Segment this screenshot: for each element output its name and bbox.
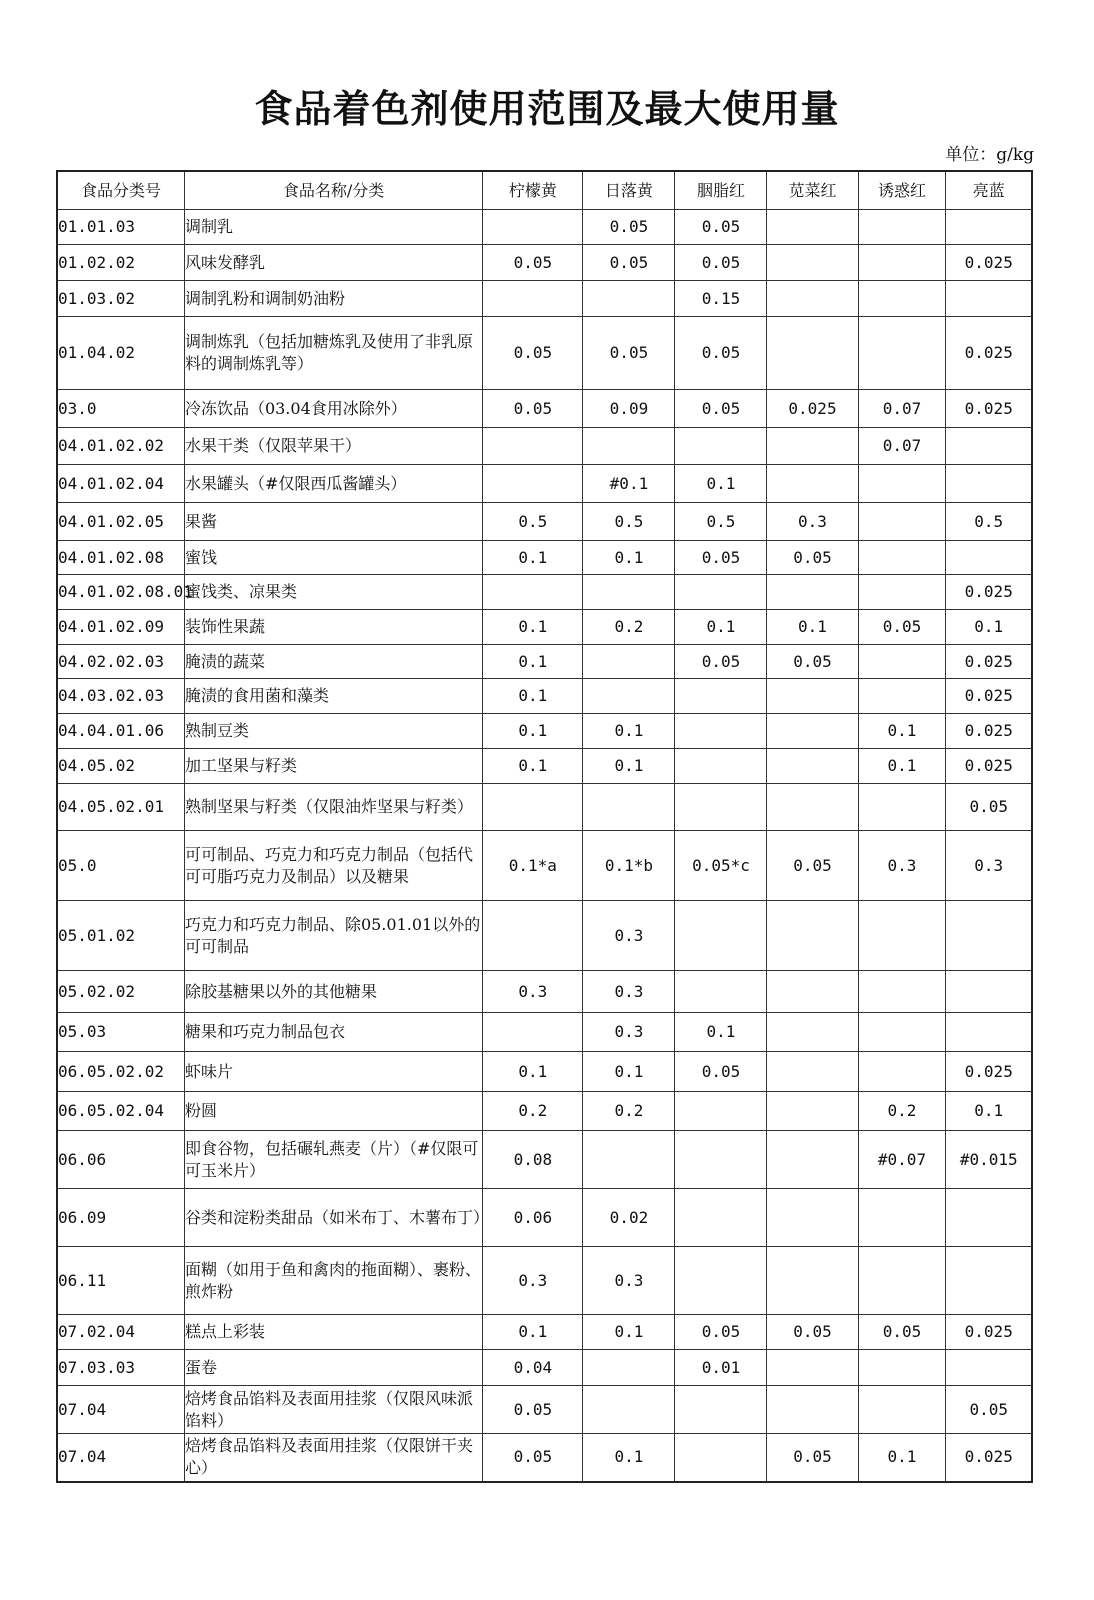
max-usage-cell: 0.5 [675, 503, 767, 541]
food-name-cell: 面糊（如用于鱼和禽肉的拖面糊）、裹粉、煎炸粉 [184, 1247, 482, 1315]
max-usage-cell: 0.05 [675, 541, 767, 575]
food-name-cell: 焙烤食品馅料及表面用挂浆（仅限风味派馅料） [184, 1386, 482, 1434]
max-usage-cell [675, 901, 767, 971]
max-usage-cell: #0.07 [858, 1131, 946, 1189]
food-name-cell: 调制乳粉和调制奶油粉 [184, 281, 482, 317]
category-code-cell: 01.02.02 [57, 245, 184, 281]
max-usage-cell: 0.07 [858, 428, 946, 465]
max-usage-cell [858, 281, 946, 317]
max-usage-cell [946, 541, 1032, 575]
table-row [57, 784, 1032, 831]
header-ponceau: 胭脂红 [675, 171, 767, 210]
table-row [57, 645, 1032, 679]
max-usage-cell: 0.1 [583, 541, 675, 575]
food-name-cell: 焙烤食品馅料及表面用挂浆（仅限饼干夹心） [184, 1434, 482, 1482]
table-row [57, 1434, 1032, 1482]
max-usage-cell [767, 1247, 858, 1315]
max-usage-cell: 0.1 [946, 610, 1032, 645]
category-code-cell: 06.05.02.04 [57, 1092, 184, 1131]
category-code-cell: 01.03.02 [57, 281, 184, 317]
max-usage-cell: 0.05 [483, 390, 583, 428]
food-name-cell: 果酱 [184, 503, 482, 541]
max-usage-cell: 0.05 [583, 210, 675, 245]
max-usage-cell: 0.3 [583, 971, 675, 1013]
max-usage-cell: 0.02 [583, 1189, 675, 1247]
table-row [57, 1131, 1032, 1189]
table-row [57, 465, 1032, 503]
max-usage-cell: 0.05 [675, 390, 767, 428]
food-name-cell: 蛋卷 [184, 1350, 482, 1386]
food-name-cell: 水果罐头（#仅限西瓜酱罐头） [184, 465, 482, 503]
max-usage-cell: 0.05 [483, 245, 583, 281]
page-title: 食品着色剂使用范围及最大使用量 [254, 86, 840, 131]
max-usage-cell [675, 749, 767, 784]
max-usage-cell: 0.01 [675, 1350, 767, 1386]
category-code-cell: 07.04 [57, 1434, 184, 1482]
header-allura-red: 诱惑红 [858, 171, 946, 210]
max-usage-cell [675, 714, 767, 749]
category-code-cell: 05.03 [57, 1013, 184, 1052]
max-usage-cell [483, 901, 583, 971]
max-usage-cell: 0.1 [583, 714, 675, 749]
food-name-cell: 虾味片 [184, 1052, 482, 1092]
max-usage-cell [946, 1189, 1032, 1247]
food-name-cell: 蜜饯类、凉果类 [184, 575, 482, 610]
max-usage-cell: 0.1 [675, 465, 767, 503]
category-code-cell: 07.03.03 [57, 1350, 184, 1386]
max-usage-cell [767, 1189, 858, 1247]
max-usage-cell [858, 1386, 946, 1434]
food-name-cell: 除胶基糖果以外的其他糖果 [184, 971, 482, 1013]
table-row [57, 575, 1032, 610]
max-usage-cell: 0.025 [946, 645, 1032, 679]
max-usage-cell: 0.1 [483, 679, 583, 714]
food-name-cell: 调制乳 [184, 210, 482, 245]
max-usage-cell [946, 971, 1032, 1013]
max-usage-cell [675, 575, 767, 610]
category-code-cell: 06.05.02.02 [57, 1052, 184, 1092]
max-usage-cell [946, 428, 1032, 465]
max-usage-cell: 0.1 [483, 541, 583, 575]
max-usage-cell [858, 210, 946, 245]
table-row [57, 1350, 1032, 1386]
max-usage-cell: 0.025 [946, 1052, 1032, 1092]
max-usage-cell: 0.08 [483, 1131, 583, 1189]
food-name-cell: 谷类和淀粉类甜品（如米布丁、木薯布丁） [184, 1189, 482, 1247]
max-usage-cell: 0.025 [946, 679, 1032, 714]
max-usage-cell [675, 784, 767, 831]
table-row [57, 503, 1032, 541]
max-usage-cell: 0.05 [675, 1052, 767, 1092]
max-usage-cell: 0.3 [483, 971, 583, 1013]
max-usage-cell [946, 901, 1032, 971]
max-usage-cell: 0.025 [946, 714, 1032, 749]
max-usage-cell: #0.015 [946, 1131, 1032, 1189]
max-usage-cell [675, 971, 767, 1013]
max-usage-cell: 0.025 [946, 1434, 1032, 1482]
max-usage-cell [858, 1052, 946, 1092]
max-usage-cell [767, 1131, 858, 1189]
max-usage-cell: 0.025 [946, 317, 1032, 390]
table-row [57, 679, 1032, 714]
food-name-cell: 腌渍的食用菌和藻类 [184, 679, 482, 714]
max-usage-cell [858, 1189, 946, 1247]
category-code-cell: 06.09 [57, 1189, 184, 1247]
max-usage-cell [675, 428, 767, 465]
max-usage-cell [858, 1350, 946, 1386]
max-usage-cell [583, 1131, 675, 1189]
table-row [57, 1386, 1032, 1434]
category-code-cell: 07.04 [57, 1386, 184, 1434]
max-usage-cell [483, 428, 583, 465]
max-usage-cell: 0.1 [767, 610, 858, 645]
max-usage-cell: 0.05 [858, 1315, 946, 1350]
max-usage-cell [767, 465, 858, 503]
category-code-cell: 05.02.02 [57, 971, 184, 1013]
table-row [57, 901, 1032, 971]
max-usage-cell [767, 428, 858, 465]
max-usage-cell: 0.05 [946, 784, 1032, 831]
food-name-cell: 熟制坚果与籽类（仅限油炸坚果与籽类） [184, 784, 482, 831]
max-usage-cell: 0.3 [767, 503, 858, 541]
max-usage-cell: 0.3 [946, 831, 1032, 901]
max-usage-cell: 0.15 [675, 281, 767, 317]
max-usage-cell [675, 1189, 767, 1247]
category-code-cell: 04.05.02 [57, 749, 184, 784]
food-name-cell: 冷冻饮品（03.04食用冰除外） [184, 390, 482, 428]
max-usage-cell: 0.05 [583, 245, 675, 281]
max-usage-cell: 0.025 [946, 749, 1032, 784]
max-usage-cell [858, 1013, 946, 1052]
category-code-cell: 06.06 [57, 1131, 184, 1189]
max-usage-cell: 0.09 [583, 390, 675, 428]
max-usage-cell: 0.2 [858, 1092, 946, 1131]
max-usage-cell: 0.05 [767, 831, 858, 901]
max-usage-cell [946, 1350, 1032, 1386]
max-usage-cell: 0.1 [858, 1434, 946, 1482]
food-name-cell: 加工坚果与籽类 [184, 749, 482, 784]
max-usage-cell: 0.05 [483, 1386, 583, 1434]
max-usage-cell [483, 1013, 583, 1052]
max-usage-cell [483, 784, 583, 831]
table-row [57, 390, 1032, 428]
max-usage-cell: 0.1*a [483, 831, 583, 901]
max-usage-cell: 0.05 [946, 1386, 1032, 1434]
max-usage-cell [767, 901, 858, 971]
table-row [57, 1189, 1032, 1247]
category-code-cell: 04.04.01.06 [57, 714, 184, 749]
max-usage-cell: 0.05 [767, 1315, 858, 1350]
max-usage-cell: 0.05 [675, 645, 767, 679]
header-tartrazine: 柠檬黄 [483, 171, 583, 210]
table-row [57, 610, 1032, 645]
header-sunset-yellow: 日落黄 [583, 171, 675, 210]
max-usage-cell: 0.1 [675, 1013, 767, 1052]
max-usage-cell [946, 281, 1032, 317]
category-code-cell: 01.04.02 [57, 317, 184, 390]
category-code-cell: 01.01.03 [57, 210, 184, 245]
food-name-cell: 调制炼乳（包括加糖炼乳及使用了非乳原料的调制炼乳等） [184, 317, 482, 390]
max-usage-cell [675, 1386, 767, 1434]
max-usage-cell [767, 1013, 858, 1052]
max-usage-cell: 0.05 [858, 610, 946, 645]
max-usage-cell [767, 971, 858, 1013]
max-usage-cell: 0.3 [858, 831, 946, 901]
max-usage-cell: 0.1 [483, 610, 583, 645]
header-food-name: 食品名称/分类 [184, 171, 482, 210]
unit-label: 单位：g/kg [945, 145, 1034, 165]
category-code-cell: 05.01.02 [57, 901, 184, 971]
max-usage-cell: 0.1 [483, 1315, 583, 1350]
max-usage-cell: 0.05 [675, 317, 767, 390]
max-usage-cell [767, 1052, 858, 1092]
max-usage-cell [675, 1131, 767, 1189]
max-usage-cell: 0.05 [767, 645, 858, 679]
max-usage-cell: 0.05 [483, 1434, 583, 1482]
category-code-cell: 07.02.04 [57, 1315, 184, 1350]
max-usage-cell: 0.1 [583, 1315, 675, 1350]
category-code-cell: 04.05.02.01 [57, 784, 184, 831]
table-row [57, 245, 1032, 281]
max-usage-cell [858, 679, 946, 714]
max-usage-cell: 0.1 [583, 1434, 675, 1482]
max-usage-cell [858, 317, 946, 390]
food-name-cell: 粉圆 [184, 1092, 482, 1131]
food-name-cell: 巧克力和巧克力制品、除05.01.01以外的可可制品 [184, 901, 482, 971]
category-code-cell: 04.01.02.08 [57, 541, 184, 575]
food-name-cell: 糕点上彩装 [184, 1315, 482, 1350]
max-usage-cell [767, 317, 858, 390]
max-usage-cell: 0.1 [946, 1092, 1032, 1131]
category-code-cell: 05.0 [57, 831, 184, 901]
colorant-table [56, 170, 1033, 1483]
max-usage-cell: 0.05*c [675, 831, 767, 901]
max-usage-cell [583, 784, 675, 831]
table-row [57, 831, 1032, 901]
category-code-cell: 03.0 [57, 390, 184, 428]
table-row [57, 281, 1032, 317]
max-usage-cell [858, 971, 946, 1013]
max-usage-cell: 0.06 [483, 1189, 583, 1247]
max-usage-cell: 0.1 [583, 1052, 675, 1092]
max-usage-cell: 0.05 [675, 245, 767, 281]
food-name-cell: 即食谷物，包括碾轧燕麦（片）（#仅限可可玉米片） [184, 1131, 482, 1189]
max-usage-cell: 0.05 [767, 541, 858, 575]
header-brilliant-blue: 亮蓝 [946, 171, 1032, 210]
max-usage-cell: 0.05 [483, 317, 583, 390]
max-usage-cell [583, 575, 675, 610]
max-usage-cell [767, 679, 858, 714]
table-row [57, 749, 1032, 784]
max-usage-cell: 0.2 [583, 1092, 675, 1131]
category-code-cell: 04.01.02.04 [57, 465, 184, 503]
max-usage-cell: 0.3 [583, 901, 675, 971]
max-usage-cell [858, 465, 946, 503]
max-usage-cell: 0.05 [675, 210, 767, 245]
max-usage-cell: 0.025 [767, 390, 858, 428]
food-name-cell: 水果干类（仅限苹果干） [184, 428, 482, 465]
table-row [57, 971, 1032, 1013]
food-name-cell: 风味发酵乳 [184, 245, 482, 281]
max-usage-cell [767, 1386, 858, 1434]
max-usage-cell: 0.5 [583, 503, 675, 541]
max-usage-cell [675, 1247, 767, 1315]
max-usage-cell [483, 210, 583, 245]
category-code-cell: 04.01.02.05 [57, 503, 184, 541]
max-usage-cell [483, 575, 583, 610]
max-usage-cell: 0.1 [858, 714, 946, 749]
max-usage-cell: 0.5 [946, 503, 1032, 541]
category-code-cell: 04.01.02.09 [57, 610, 184, 645]
max-usage-cell: #0.1 [583, 465, 675, 503]
max-usage-cell: 0.2 [583, 610, 675, 645]
max-usage-cell [767, 575, 858, 610]
max-usage-cell [583, 645, 675, 679]
max-usage-cell [767, 714, 858, 749]
max-usage-cell [946, 1247, 1032, 1315]
max-usage-cell: 0.1 [483, 1052, 583, 1092]
max-usage-cell [583, 281, 675, 317]
table-row [57, 1247, 1032, 1315]
max-usage-cell [483, 281, 583, 317]
table-row [57, 541, 1032, 575]
max-usage-cell [767, 281, 858, 317]
max-usage-cell: 0.1 [483, 749, 583, 784]
max-usage-cell: 0.5 [483, 503, 583, 541]
max-usage-cell [675, 1434, 767, 1482]
max-usage-cell: 0.05 [583, 317, 675, 390]
max-usage-cell: 0.025 [946, 390, 1032, 428]
max-usage-cell [946, 465, 1032, 503]
table-body [57, 210, 1032, 1482]
max-usage-cell: 0.04 [483, 1350, 583, 1386]
table-row [57, 1013, 1032, 1052]
food-name-cell: 糖果和巧克力制品包衣 [184, 1013, 482, 1052]
max-usage-cell [583, 1386, 675, 1434]
table-row [57, 428, 1032, 465]
table-row [57, 210, 1032, 245]
max-usage-cell [767, 245, 858, 281]
max-usage-cell: 0.025 [946, 245, 1032, 281]
max-usage-cell [858, 901, 946, 971]
table-row [57, 317, 1032, 390]
max-usage-cell: 0.025 [946, 575, 1032, 610]
max-usage-cell: 0.07 [858, 390, 946, 428]
max-usage-cell: 0.3 [583, 1013, 675, 1052]
max-usage-cell: 0.025 [946, 1315, 1032, 1350]
max-usage-cell: 0.1*b [583, 831, 675, 901]
max-usage-cell [675, 679, 767, 714]
max-usage-cell [583, 428, 675, 465]
header-amaranth: 苋菜红 [767, 171, 858, 210]
table-row [57, 714, 1032, 749]
max-usage-cell: 0.1 [675, 610, 767, 645]
max-usage-cell [767, 749, 858, 784]
max-usage-cell: 0.05 [767, 1434, 858, 1482]
max-usage-cell [583, 1350, 675, 1386]
max-usage-cell [858, 784, 946, 831]
max-usage-cell: 0.05 [675, 1315, 767, 1350]
max-usage-cell: 0.3 [583, 1247, 675, 1315]
category-code-cell: 04.02.02.03 [57, 645, 184, 679]
table-row [57, 1052, 1032, 1092]
table-row [57, 1092, 1032, 1131]
max-usage-cell [483, 465, 583, 503]
category-code-cell: 06.11 [57, 1247, 184, 1315]
food-name-cell: 腌渍的蔬菜 [184, 645, 482, 679]
food-name-cell: 可可制品、巧克力和巧克力制品（包括代可可脂巧克力及制品）以及糖果 [184, 831, 482, 901]
max-usage-cell [675, 1092, 767, 1131]
header-category-code: 食品分类号 [57, 171, 184, 210]
max-usage-cell: 0.1 [858, 749, 946, 784]
max-usage-cell: 0.3 [483, 1247, 583, 1315]
food-name-cell: 熟制豆类 [184, 714, 482, 749]
header-row [57, 171, 1032, 210]
food-name-cell: 蜜饯 [184, 541, 482, 575]
max-usage-cell [858, 575, 946, 610]
max-usage-cell [767, 1092, 858, 1131]
max-usage-cell [767, 1350, 858, 1386]
table-row [57, 1315, 1032, 1350]
max-usage-cell [946, 1013, 1032, 1052]
max-usage-cell [858, 503, 946, 541]
max-usage-cell: 0.1 [483, 645, 583, 679]
max-usage-cell [858, 645, 946, 679]
max-usage-cell [583, 679, 675, 714]
max-usage-cell: 0.2 [483, 1092, 583, 1131]
category-code-cell: 04.01.02.02 [57, 428, 184, 465]
max-usage-cell [767, 210, 858, 245]
food-name-cell: 装饰性果蔬 [184, 610, 482, 645]
max-usage-cell [858, 245, 946, 281]
max-usage-cell [946, 210, 1032, 245]
max-usage-cell: 0.1 [483, 714, 583, 749]
max-usage-cell [767, 784, 858, 831]
category-code-cell: 04.03.02.03 [57, 679, 184, 714]
max-usage-cell: 0.1 [583, 749, 675, 784]
max-usage-cell [858, 1247, 946, 1315]
category-code-cell: 04.01.02.08.01 [57, 575, 184, 610]
max-usage-cell [858, 541, 946, 575]
